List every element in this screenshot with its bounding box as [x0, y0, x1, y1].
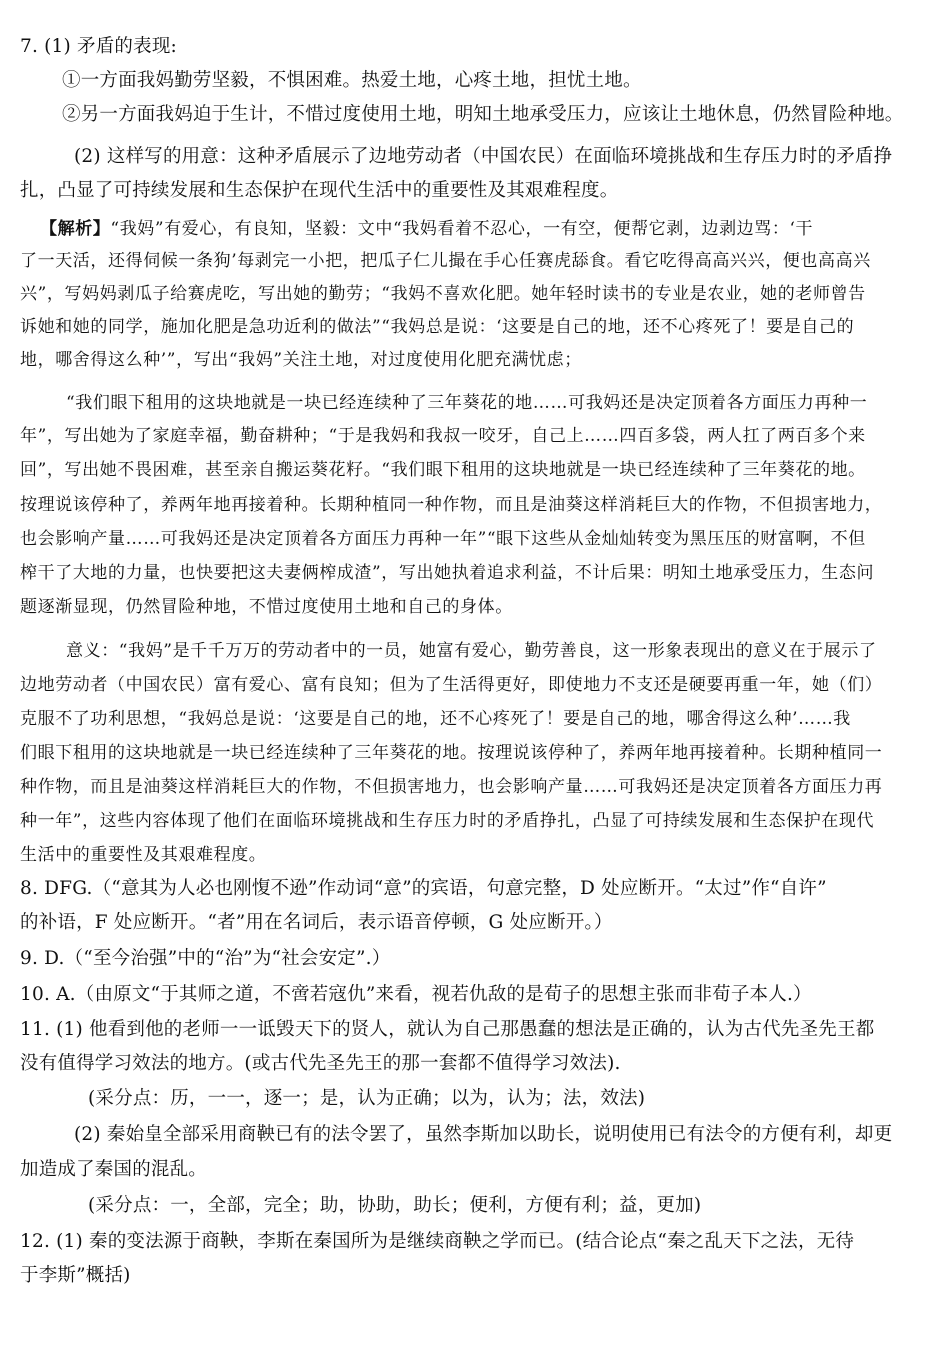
analysis-p3-line-5: 种作物，而且是油葵这样消耗巨大的作物，不但损害地力，也会影响产量……可我妈还是决定顶着各方面压力再: [20, 777, 883, 797]
analysis-p1-line-4: 诉她和她的同学，施加化肥是急功近利的做法”“我妈总是说：‘这要是自己的地，还不心疼死了！要是自己的: [20, 317, 855, 337]
q7-point-1: ①一方面我妈勤劳坚毅，不惧困难。热爱土地，心疼土地，担忧土地。: [62, 70, 642, 91]
analysis-p2-line-3: 回”，写出她不畏困难，甚至亲自搬运葵花籽。“我们眼下租用的这块地就是一块已经连续种了三年葵花的地。: [20, 460, 866, 480]
q12-part-1-cont: 于李斯”概括): [20, 1265, 131, 1286]
analysis-p3-line-4: 们眼下租用的这块地就是一块已经连续种了三年葵花的地。按理说该停种了，养两年地再接着种。长期种植同一: [20, 743, 883, 763]
q11-part-2-cont: 加造成了秦国的混乱。: [20, 1159, 208, 1180]
analysis-p2-line-6: 榨干了大地的力量，也快要把这夫妻俩榨成渣”，写出她执着追求利益，不计后果：明知土地承受压力，生态问: [20, 563, 875, 583]
analysis-p3-line-3: 克服不了功利思想，“我妈总是说：‘这要是自己的地，还不心疼死了！要是自己的地，哪舍得这么种’……我: [20, 709, 851, 729]
analysis-p2-line-2: 年”，写出她为了家庭幸福，勤奋耕种；“于是我妈和我叔一咬牙，自己上……四百多袋，两人扛了两百多个来: [20, 426, 866, 446]
analysis-p1-line-1: 【解析】“我妈”有爱心，有良知，坚毅：文中“我妈看着不忍心，一有空，便帮它剥，边剥边骂：‘干: [40, 219, 814, 239]
q11-scoring-1: (采分点：历，一一，逐一；是，认为正确；以为，认为；法，效法): [88, 1088, 646, 1109]
analysis-p1-line-5: 地，哪舍得这么种’”，写出“我妈”关注土地，对过度使用化肥充满忧虑；: [20, 350, 582, 370]
analysis-p2-line-5: 也会影响产量……可我妈还是决定顶着各方面压力再种一年”“眼下这些从金灿灿转变为黑压压的财富啊，不但: [20, 529, 866, 549]
analysis-p3-line-1: 意义：“我妈”是千千万万的劳动者中的一员，她富有爱心，勤劳善良，这一形象表现出的意义在于展示了: [66, 641, 877, 661]
q11-part-1-cont: 没有值得学习效法的地方。(或古代先圣先王的那一套都不值得学习效法).: [20, 1053, 621, 1074]
analysis-p1-line-3: 兴”，写妈妈剥瓜子给赛虎吃，写出她的勤劳；“我妈不喜欢化肥。她年轻时读书的专业是农业，她的老师曾告: [20, 284, 866, 304]
q7-part-2: (2) 这样写的用意：这种矛盾展示了边地劳动者（中国农民）在面临环境挑战和生存压力时的矛盾挣: [74, 146, 893, 167]
analysis-p3-line-2: 边地劳动者（中国农民）富有爱心、富有良知；但为了生活得更好，即使地力不支还是硬要再重一年，她（们）: [20, 675, 883, 695]
q11-scoring-2: (采分点：一，全部，完全；助，协助，助长；便利，方便有利；益，更加): [88, 1195, 702, 1216]
q7-heading: 7. (1) 矛盾的表现:: [20, 36, 177, 57]
q10-answer: 10. A.（由原文“于其师之道，不啻若寇仇”来看，视若仇敌的是荀子的思想主张而非荀子本人.）: [20, 984, 812, 1005]
analysis-p1-line-2: 了一天活，还得伺候一条狗’每剥完一小把，把瓜子仁儿撮在手心任赛虎舔食。看它吃得高高兴兴，便也高高兴: [20, 251, 871, 271]
analysis-p2-line-4: 按理说该停种了，养两年地再接着种。长期种植同一种作物，而且是油葵这样消耗巨大的作物，不但损害地力，: [20, 495, 883, 515]
q11-part-2: (2) 秦始皇全部采用商鞅已有的法令罢了，虽然李斯加以助长，说明使用已有法令的方便有利，却更: [74, 1124, 893, 1145]
q7-point-2: ②另一方面我妈迫于生计，不惜过度使用土地，明知土地承受压力，应该让土地休息，仍然冒险种地。: [62, 104, 904, 125]
q12-part-1: 12. (1) 秦的变法源于商鞅，李斯在秦国所为是继续商鞅之学而已。(结合论点“秦之乱天下之法，无待: [20, 1231, 855, 1252]
q8-line-2: 的补语，F 处应断开。“者”用在名词后，表示语音停顿，G 处应断开。）: [20, 912, 613, 933]
analysis-p2-line-1: “我们眼下租用的这块地就是一块已经连续种了三年葵花的地……可我妈还是决定顶着各方面压力再种一: [66, 393, 868, 413]
q8-line-1: 8. DFG.（“意其为人必也刚愎不逊”作动词“意”的宾语，句意完整，D 处应断开。“太过”作“自许”: [20, 878, 827, 899]
q11-part-1: 11. (1) 他看到他的老师一一诋毁天下的贤人，就认为自己那愚蠢的想法是正确的，认为古代先圣先王都: [20, 1019, 875, 1040]
analysis-p3-line-7: 生活中的重要性及其艰难程度。: [20, 845, 267, 865]
analysis-p3-line-6: 种一年”，这些内容体现了他们在面临环境挑战和生存压力时的矛盾挣扎，凸显了可持续发展和生态保护在现代: [20, 811, 875, 831]
analysis-p2-line-7: 题逐渐显现，仍然冒险种地，不惜过度使用土地和自己的身体。: [20, 597, 513, 617]
q7-part-2-cont: 扎，凸显了可持续发展和生态保护在现代生活中的重要性及其艰难程度。: [20, 180, 619, 201]
analysis-tag: 【解析】: [40, 219, 111, 239]
q9-answer: 9. D.（“至今治强”中的“治”为“社会安定”.）: [20, 948, 391, 969]
